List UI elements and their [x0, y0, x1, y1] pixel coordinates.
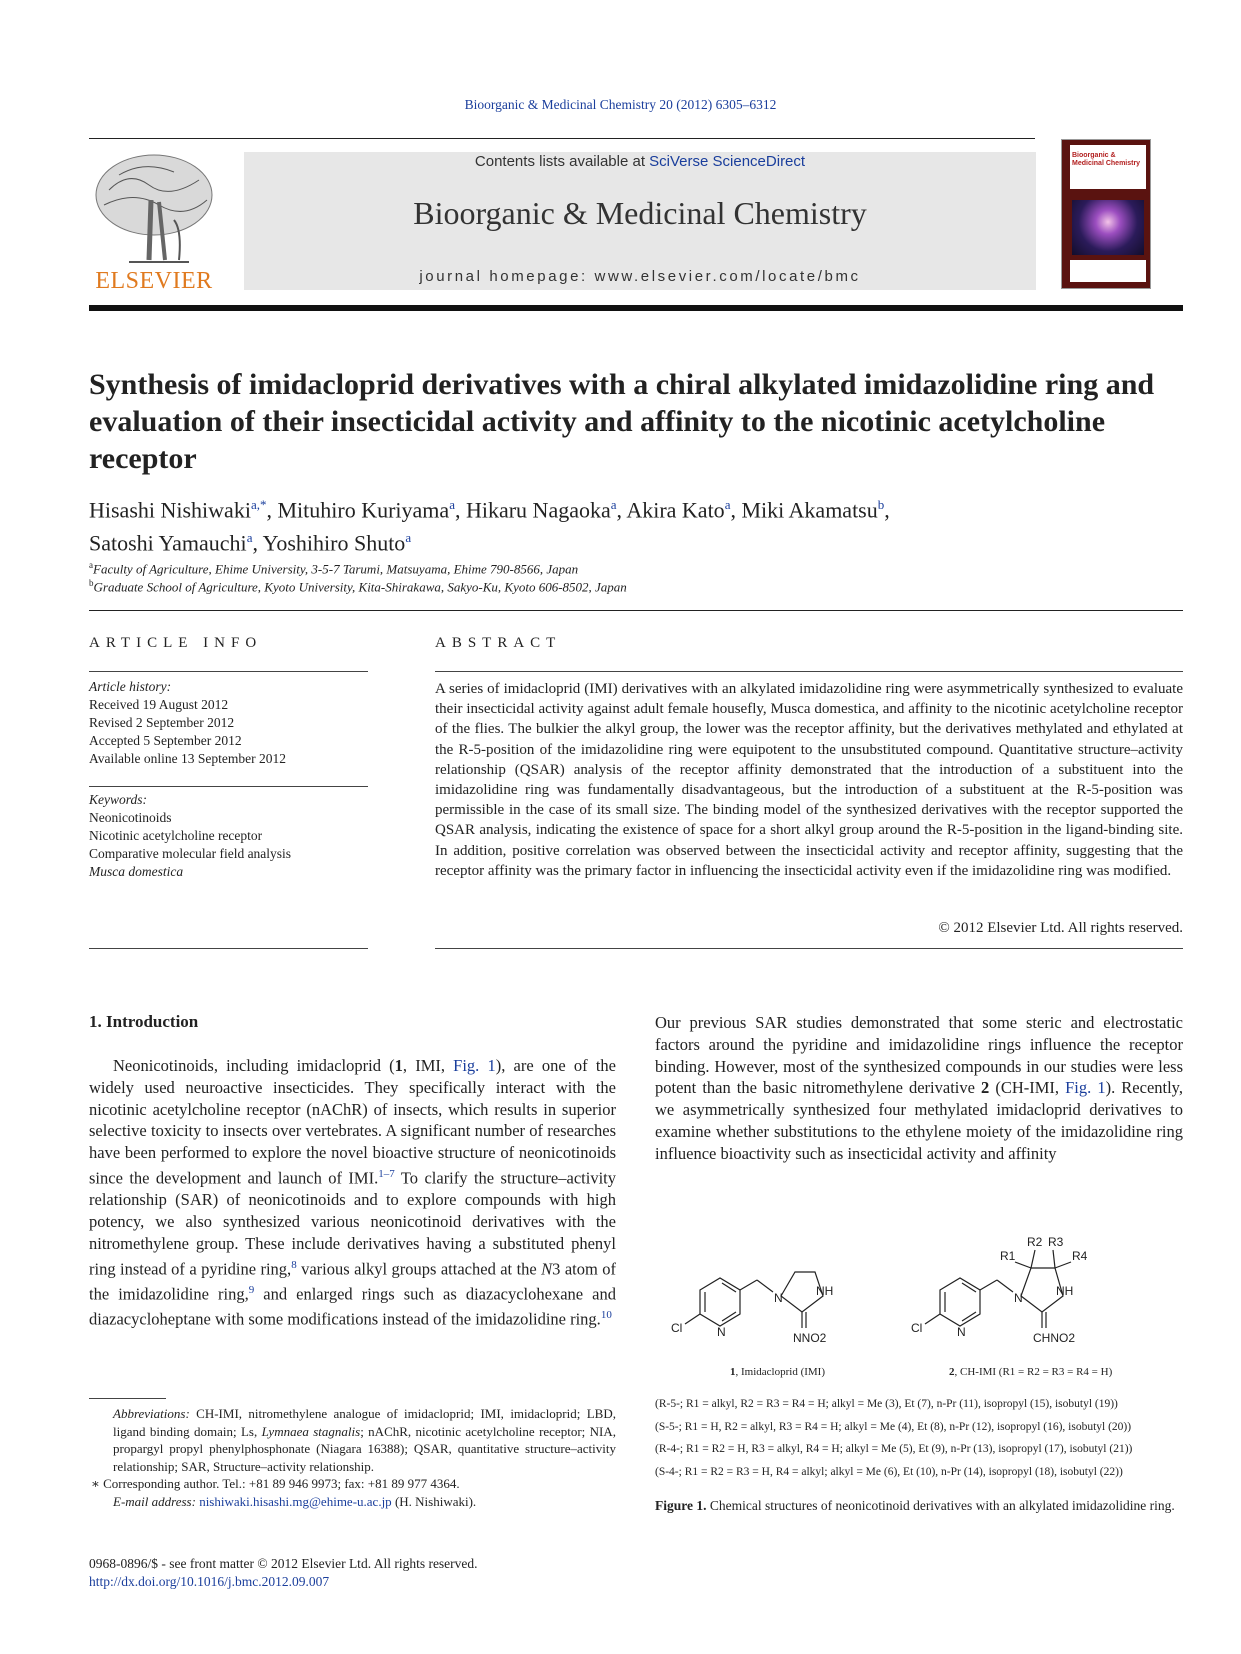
footnotes	[89, 1405, 616, 1510]
issn-block	[89, 1555, 616, 1591]
email-footnote	[89, 1493, 616, 1511]
abstract-heading: ABSTRACT	[435, 635, 562, 651]
substituent-row: (R-5-; R1 = alkyl, R2 = R3 = R4 = H; alkyl = Me (3), Et (7), n-Pr (11), isopropyl (15), isobutyl (19))	[655, 1398, 1118, 1410]
history-item: Available online 13 September 2012	[89, 751, 286, 766]
compound-number: 1	[394, 1056, 403, 1075]
atom-label: Cl	[911, 1321, 923, 1335]
text-run: Neonicotinoids, including imidacloprid (	[113, 1056, 395, 1075]
author-list	[89, 491, 1189, 558]
keywords	[89, 791, 368, 881]
atom-label: NNO2	[793, 1331, 827, 1345]
abbreviations-label: Abbreviations:	[113, 1406, 190, 1421]
text-run: CH-IMI, nitromethylene analogue of imidacloprid; IMI, imidacloprid; LBD, ligand binding domain; Ls,	[113, 1406, 616, 1439]
header-thick-rule	[89, 305, 1183, 311]
journal-title: Bioorganic & Medicinal Chemistry	[413, 195, 867, 231]
substituent-label: R3	[1048, 1235, 1064, 1249]
article-info-rule	[89, 786, 368, 787]
compound-number: 1	[730, 1366, 736, 1378]
keyword: Comparative molecular field analysis	[89, 846, 292, 861]
pyridine-ring	[940, 1278, 980, 1326]
reference-link[interactable]: 8	[291, 1258, 297, 1271]
contents-line	[244, 153, 1036, 170]
intro-paragraph	[89, 1055, 616, 1331]
elsevier-wordmark: ELSEVIER	[95, 268, 213, 294]
text-run: and enlarged rings such as diazacyclohexane and diazacycloheptane with some modifications instead of the imidazolidine ring.	[89, 1284, 616, 1329]
author-affiliation-marker[interactable]: a	[724, 497, 731, 512]
section-heading: 1. Introduction	[89, 1012, 199, 1031]
reference-link[interactable]: 10	[600, 1309, 612, 1322]
author-affiliation-marker[interactable]: a	[449, 497, 455, 512]
pyridine-ring	[700, 1278, 740, 1326]
atom-label: N	[957, 1325, 966, 1339]
text-run: ; nAChR, nicotinic acetylcholine receptor; NIA, propargyl propyl phenylphosphonate (Niagara 16388); QSAR, quantitative structure–activity relationship; SAR, Structure–activity relationship.	[113, 1423, 616, 1474]
figure-caption	[655, 1497, 1183, 1515]
keyword: Neonicotinoids	[89, 810, 172, 825]
text-run: N	[541, 1259, 553, 1279]
caption-text: Chemical structures of neonicotinoid derivatives with an alkylated imidazolidine ring.	[706, 1498, 1175, 1513]
email-label: E-mail address:	[113, 1493, 200, 1509]
journal-homepage[interactable]: journal homepage: www.elsevier.com/locate/bmc	[419, 268, 861, 285]
substituent-label: R2	[1027, 1235, 1043, 1249]
author-name[interactable]: Mituhiro Kuriyama	[277, 497, 450, 523]
article-info-rule	[89, 948, 368, 949]
author-affiliation-marker[interactable]: a	[246, 530, 253, 546]
author-name[interactable]: Yoshihiro Shuto	[262, 530, 406, 556]
reference-link[interactable]: 1–7	[378, 1167, 395, 1180]
author-name[interactable]: Satoshi Yamauchi	[89, 530, 247, 556]
author-separator: ,	[454, 497, 466, 523]
sciencedirect-link[interactable]: SciVerse ScienceDirect	[649, 153, 806, 170]
email-link[interactable]: nishiwaki.hisashi.mg@ehime-u.ac.jp	[199, 1493, 392, 1509]
structure-caption	[949, 1366, 1113, 1378]
abbreviations-footnote	[89, 1405, 616, 1475]
substituent-label: R1	[1000, 1249, 1016, 1263]
article-history	[89, 678, 368, 768]
footnote-rule	[89, 1398, 166, 1399]
atom-label: N	[774, 1291, 783, 1305]
abstract-rule	[435, 671, 1183, 672]
figure-link[interactable]: Fig. 1	[453, 1056, 496, 1075]
keywords-label: Keywords:	[89, 792, 147, 807]
text-run: Our previous SAR studies demonstrated that some steric and electrostatic factors around the pyridine and imidazolidine rings influence the receptor binding. However, most of the synthesized compounds in our studies were less potent than the basic nitromethylene derivative	[655, 1013, 1183, 1098]
header-rule	[89, 138, 1035, 139]
text-run: ), are one of the widely used neuroactive insecticides. They specifically interact with the nicotinic acetylcholine receptor (nAChR) of insects, which results in superior selective toxicity to insects over vertebrates. A significant number of researches have been performed to explore the novel bioactive structure of neonicotinoids since the development and launch of IMI.	[89, 1056, 616, 1188]
affiliation-text: Faculty of Agriculture, Ehime University, 3-5-7 Tarumi, Matsuyama, Ehime 790-8566, Japan	[93, 561, 579, 577]
text-run: (H. Nishiwaki).	[391, 1493, 477, 1509]
doi-link[interactable]: http://dx.doi.org/10.1016/j.bmc.2012.09.007	[89, 1574, 330, 1589]
affiliation	[89, 560, 1189, 577]
cover-footer-panel	[1070, 260, 1146, 282]
affiliation	[89, 578, 1189, 595]
substituent-row: (S-4-; R1 = R2 = R3 = H, R4 = alkyl; alkyl = Me (6), Et (10), n-Pr (14), isopropyl (18), isobutyl (22))	[655, 1465, 1123, 1478]
abstract-text: A series of imidacloprid (IMI) derivatives with an alkylated imidazolidine ring were asymmetrically synthesized to evaluate their insecticidal activity against adult female housefly, Musca domestica, and affinity to the nicotinic acetylcholine receptor of the flies. The bulkier the alkyl group, the lower was the receptor affinity, but the derivatives methylated and ethylated at the R-5-position of the imidazolidine ring were equipotent to the unsubstituted compound. Quantitative structure–activity relationship (QSAR) analysis of the receptor affinity demonstrated that the introduction of a substituent into the imidazolidine ring was fundamentally disadvantageous, but the introduction of a substituent at the R-5-position was permissible in the case of its small size. The binding model of the synthesized derivatives with the receptor supported the QSAR analysis, indicating the existence of space for a short alkyl group around the R-5-position in the ligand-binding site. In addition, positive correlation was observed between the insecticidal activity and receptor affinity, suggesting that the receptor affinity was the primary factor in influencing the insecticidal activity even if the imidazolidine ring was modified.	[435, 681, 1183, 879]
keyword: Nicotinic acetylcholine receptor	[89, 828, 263, 843]
affiliation-marker: b	[89, 578, 94, 588]
atom-label: NH	[816, 1284, 834, 1298]
author-separator: ,	[252, 530, 263, 556]
author-affiliation-marker[interactable]: a	[405, 530, 412, 546]
author-name[interactable]: Hisashi Nishiwaki	[89, 497, 251, 523]
author-separator: ,	[730, 497, 742, 523]
structure-caption	[730, 1366, 825, 1378]
author-affiliation-marker[interactable]: a,*	[250, 497, 267, 512]
text-run: , IMI,	[402, 1056, 454, 1075]
cover-title: Bioorganic & Medicinal Chemistry	[1072, 152, 1141, 167]
figure-1-structures	[655, 1220, 1183, 1380]
history-item: Received 19 August 2012	[89, 697, 229, 712]
atom-label: N	[717, 1325, 726, 1339]
author-name[interactable]: Hikaru Nagaoka	[465, 497, 611, 523]
compound-number: 2	[949, 1366, 955, 1378]
journal-citation[interactable]: Bioorganic & Medicinal Chemistry 20 (2012) 6305–6312	[464, 97, 777, 112]
history-label: Article history:	[89, 679, 172, 694]
issn-line: 0968-0896/$ - see front matter © 2012 Elsevier Ltd. All rights reserved.	[89, 1556, 478, 1571]
atom-label: NH	[1056, 1284, 1074, 1298]
figure-link[interactable]: Fig. 1	[1065, 1078, 1106, 1098]
substituent-label: R4	[1072, 1249, 1088, 1263]
atom-label: Cl	[671, 1321, 683, 1335]
author-name[interactable]: Miki Akamatsu	[741, 497, 878, 523]
reference-link[interactable]: 9	[248, 1283, 255, 1296]
author-separator: ,	[266, 497, 278, 523]
article-info-heading: ARTICLE INFO	[89, 635, 263, 651]
history-item: Revised 2 September 2012	[89, 715, 235, 730]
text-run: ). Recently, we asymmetrically synthesized four methylated imidacloprid derivatives to examine whether substitutions to the ethylene moiety of the imidazolidine ring influence bioactivity such as insecticidal activity and affinity	[655, 1078, 1183, 1163]
compound-name: , CH-IMI (R1 = R2 = R3 = R4 = H)	[954, 1366, 1113, 1378]
author-affiliation-marker[interactable]: b	[877, 497, 885, 512]
section-rule	[89, 610, 1183, 611]
article-title: Synthesis of imidacloprid derivatives with a chiral alkylated imidazolidine ring and evaluation of their insecticidal activity and affinity to the nicotinic acetylcholine receptor	[89, 368, 1155, 475]
corresponding-author: ∗ Corresponding author. Tel.: +81 89 946 9973; fax: +81 89 977 4364.	[91, 1476, 460, 1491]
text-run: Lymnaea stagnalis	[261, 1423, 361, 1439]
journal-cover-thumbnail[interactable]	[1061, 139, 1151, 289]
text-run: 3 atom of the imidazolidine ring,	[89, 1259, 617, 1304]
figure-substituent-list	[655, 1393, 1183, 1483]
author-separator: ,	[616, 497, 627, 523]
abstract-rule	[435, 948, 1183, 949]
keyword: Musca domestica	[89, 864, 184, 879]
affiliation-marker: a	[89, 560, 93, 570]
history-item: Accepted 5 September 2012	[89, 733, 242, 748]
cover-image	[1072, 200, 1144, 255]
copyright-notice: © 2012 Elsevier Ltd. All rights reserved.	[938, 920, 1183, 936]
article-info-rule	[89, 671, 368, 672]
text-run: (CH-IMI,	[989, 1078, 1066, 1098]
figure-label: Figure 1.	[655, 1498, 707, 1513]
author-name[interactable]: Akira Kato	[626, 497, 725, 523]
atom-label: CHNO2	[1033, 1331, 1076, 1345]
author-affiliation-marker[interactable]: a	[610, 497, 617, 512]
atom-label: N	[1014, 1291, 1023, 1305]
compound-name: , Imidacloprid (IMI)	[735, 1366, 825, 1378]
text-run: various alkyl groups attached at the	[296, 1259, 542, 1279]
contents-prefix: Contents lists available at	[474, 153, 650, 170]
affiliation-text: Graduate School of Agriculture, Kyoto University, Kita-Shirakawa, Sakyo-Ku, Kyoto 606-8502, Japan	[93, 579, 627, 595]
author-separator: ,	[884, 497, 890, 523]
text-run: To clarify the structure–activity relationship (SAR) of neonicotinoids and to explore compounds with high potency, we also synthesized various neonicotinoid derivatives with the nitromethylene group. These include derivatives having a substituted phenyl ring instead of a pyridine ring,	[89, 1168, 616, 1279]
intro-paragraph	[655, 1012, 1183, 1165]
substituent-row: (S-5-; R1 = H, R2 = alkyl, R3 = R4 = H; alkyl = Me (4), Et (8), n-Pr (12), isopropyl (16), isobutyl (20))	[655, 1420, 1132, 1433]
compound-number: 2	[981, 1078, 990, 1098]
substituent-row: (R-4-; R1 = R2 = H, R3 = alkyl, R4 = H; alkyl = Me (5), Et (9), n-Pr (13), isopropyl (17), isobutyl (21))	[655, 1443, 1133, 1455]
